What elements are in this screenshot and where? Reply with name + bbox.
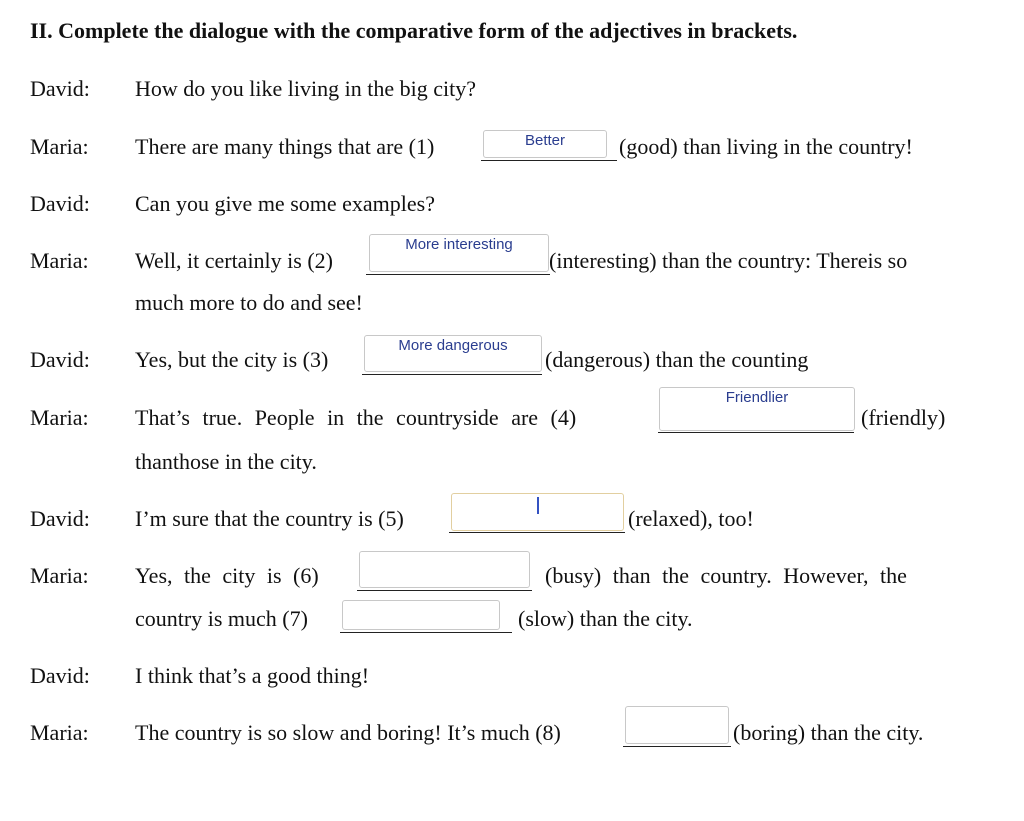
dialogue-text: That’s true. People in the countryside are (4) [135,405,577,430]
dialogue-text: The country is so slow and boring! It’s much (8) [135,720,561,745]
blank-underline-4 [658,432,854,433]
dialogue-text: (boring) than the city. [733,720,924,745]
blank-underline-2 [366,274,550,275]
answer-field-7[interactable] [342,600,500,630]
blank-underline-3 [362,374,542,375]
speaker-label: David: [30,76,90,101]
speaker-label: Maria: [30,248,89,273]
dialogue-text: There are many things that are (1) [135,134,435,159]
answer-field-4[interactable]: Friendlier [659,387,855,431]
blank-underline-1 [481,160,617,161]
dialogue-text-continued: thanthose in the city. [135,449,317,474]
speaker-label: Maria: [30,405,89,430]
dialogue-text: Yes, but the city is (3) [135,347,329,372]
speaker-label: Maria: [30,134,89,159]
speaker-label: Maria: [30,563,89,588]
dialogue-text: Yes, the city is (6) [135,563,319,588]
dialogue-text: Well, it certainly is (2) [135,248,333,273]
text-cursor [537,497,539,514]
answer-field-8[interactable] [625,706,729,744]
answer-field-1[interactable]: Better [483,130,607,158]
dialogue-text: (dangerous) than the counting [545,347,809,372]
dialogue-text: I’m sure that the country is (5) [135,506,404,531]
dialogue-text: (good) than living in the country! [619,134,913,159]
speaker-label: David: [30,191,90,216]
dialogue-text: (relaxed), too! [628,506,754,531]
dialogue-text: (friendly) [861,405,946,430]
dialogue-text: Can you give me some examples? [135,191,435,216]
answer-field-3[interactable]: More dangerous [364,335,542,372]
dialogue-text: (slow) than the city. [518,606,693,631]
blank-underline-5 [449,532,625,533]
blank-underline-6 [357,590,532,591]
dialogue-text: (busy) than the country. However, the [545,563,907,588]
speaker-label: David: [30,347,90,372]
exercise-heading: II. Complete the dialogue with the comparative form of the adjectives in brackets. [30,18,798,43]
answer-field-2[interactable]: More interesting [369,234,549,272]
speaker-label: Maria: [30,720,89,745]
speaker-label: David: [30,663,90,688]
dialogue-text: How do you like living in the big city? [135,76,476,101]
answer-field-6[interactable] [359,551,530,588]
dialogue-text: (interesting) than the country: Thereis so [549,248,908,273]
dialogue-text-continued: much more to do and see! [135,290,363,315]
blank-underline-8 [623,746,731,747]
dialogue-text-continued: country is much (7) [135,606,308,631]
dialogue-text: I think that’s a good thing! [135,663,370,688]
speaker-label: David: [30,506,90,531]
blank-underline-7 [340,632,512,633]
